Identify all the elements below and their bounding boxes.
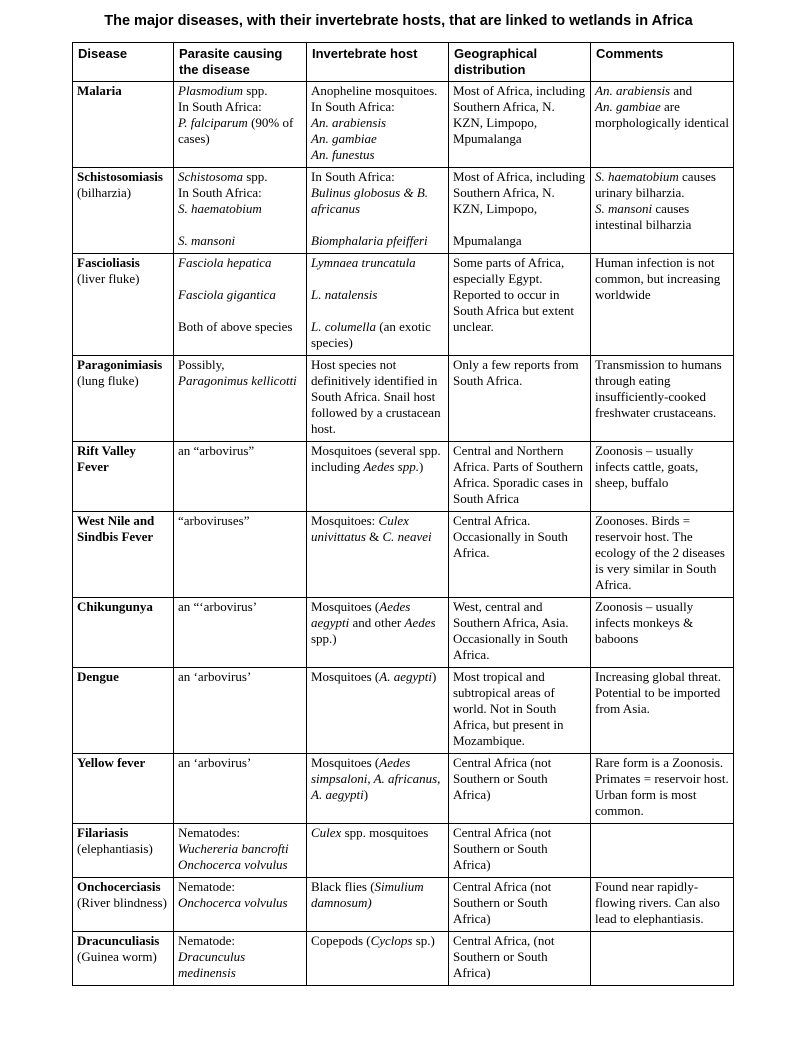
- disease-cell: [73, 598, 174, 668]
- comments-cell: [591, 668, 734, 754]
- italic-text: An. gambiae: [595, 99, 661, 114]
- disease-alt-name: (River blindness): [77, 895, 167, 910]
- host-cell: [307, 168, 449, 254]
- table-row: [73, 754, 734, 824]
- table-row: [73, 598, 734, 668]
- cell-line: [311, 217, 445, 233]
- table-row: [73, 168, 734, 254]
- cell-line: [178, 255, 303, 271]
- comments-cell: [591, 598, 734, 668]
- parasite-cell: [174, 356, 307, 442]
- cell-line: [178, 201, 303, 217]
- cell-line: [311, 115, 445, 131]
- parasite-cell: [174, 754, 307, 824]
- disease-cell: [73, 442, 174, 512]
- italic-text: Biomphalaria pfeifferi: [311, 233, 428, 248]
- header-disease: Disease: [73, 43, 174, 82]
- disease-name: Rift Valley Fever: [77, 443, 136, 474]
- cell-line: [178, 443, 303, 459]
- italic-text: Culex univittatus: [311, 513, 409, 544]
- disease-cell: [73, 668, 174, 754]
- parasite-cell: [174, 878, 307, 932]
- plain-text: an ‘arbovirus’: [178, 755, 252, 770]
- italic-text: Onchocerca volvulus: [178, 895, 288, 910]
- host-cell: [307, 824, 449, 878]
- cell-line: [178, 303, 303, 319]
- cell-line: [595, 99, 730, 131]
- plain-text: causes urinary bilharzia.: [595, 169, 716, 200]
- plain-text: Nematode:: [178, 933, 236, 948]
- cell-line: [311, 303, 445, 319]
- cell-line: [178, 513, 303, 529]
- cell-line: [311, 319, 445, 351]
- disease-alt-name: (Guinea worm): [77, 949, 157, 964]
- parasite-cell: [174, 168, 307, 254]
- plain-text: an ‘arbovirus’: [178, 669, 252, 684]
- plain-text: Found near rapidly-flowing rivers. Can also lead to elephantiasis.: [595, 879, 720, 926]
- italic-text: An. gambiae: [311, 131, 377, 146]
- cell-line: [311, 287, 445, 303]
- disease-name: Yellow fever: [77, 755, 146, 770]
- plain-text: In South Africa:: [178, 185, 262, 200]
- header-comments: Comments: [591, 43, 734, 82]
- disease-alt-name: (bilharzia): [77, 185, 132, 200]
- italic-text: Schistosoma: [178, 169, 243, 184]
- disease-name: Onchocerciasis: [77, 879, 161, 894]
- disease-alt-name: (elephantiasis): [77, 841, 153, 856]
- italic-text: Cyclops: [370, 933, 413, 948]
- italic-text: Lymnaea truncatula: [311, 255, 416, 270]
- italic-text: Plasmodium: [178, 83, 243, 98]
- disease-name: Fascioliasis: [77, 255, 140, 270]
- cell-line: [178, 185, 303, 201]
- cell-line: [178, 857, 303, 873]
- cell-line: [178, 879, 303, 895]
- cell-line: [311, 169, 445, 185]
- parasite-cell: [174, 668, 307, 754]
- italic-text: Aedes simpsaloni, A. africanus, A. aegypti: [311, 755, 441, 802]
- distribution-cell: Most of Africa, including Southern Africa, N. KZN, Limpopo, Mpumalanga: [449, 82, 591, 168]
- comments-cell: [591, 932, 734, 986]
- disease-name: Dengue: [77, 669, 119, 684]
- host-cell: [307, 668, 449, 754]
- distribution-cell: West, central and Southern Africa, Asia. Occasionally in South Africa.: [449, 598, 591, 668]
- italic-text: An. arabiensis: [595, 83, 671, 98]
- comments-cell: [591, 356, 734, 442]
- distribution-cell: Central and Northern Africa. Parts of Southern Africa. Sporadic cases in South Africa: [449, 442, 591, 512]
- plain-text: spp.: [243, 169, 268, 184]
- cell-line: [311, 271, 445, 287]
- cell-line: [178, 669, 303, 685]
- cell-line: [311, 255, 445, 271]
- disease-cell: [73, 82, 174, 168]
- comments-cell: [591, 82, 734, 168]
- disease-cell: [73, 168, 174, 254]
- parasite-cell: [174, 254, 307, 356]
- disease-cell: [73, 254, 174, 356]
- plain-text: Copepods (: [311, 933, 371, 948]
- plain-text: Zoonosis – usually infects monkeys & baboons: [595, 599, 694, 646]
- plain-text: ): [363, 787, 369, 802]
- italic-text: L. natalensis: [311, 287, 378, 302]
- cell-line: [178, 287, 303, 303]
- plain-text: and: [670, 83, 693, 98]
- plain-text: Black flies (: [311, 879, 375, 894]
- comments-cell: [591, 442, 734, 512]
- plain-text: Mosquitoes:: [311, 513, 379, 528]
- plain-text: Zoonosis – usually infects cattle, goats, sheep, buffalo: [595, 443, 699, 490]
- parasite-cell: [174, 932, 307, 986]
- italic-text: An. arabiensis: [311, 115, 387, 130]
- plain-text: ): [418, 459, 424, 474]
- diseases-table: [72, 42, 734, 986]
- distribution-cell: Central Africa, (not Southern or South Africa): [449, 932, 591, 986]
- disease-cell: [73, 356, 174, 442]
- parasite-cell: [174, 824, 307, 878]
- table-row: [73, 254, 734, 356]
- cell-line: [178, 115, 303, 147]
- disease-alt-name: (lung fluke): [77, 373, 139, 388]
- italic-text: Wuchereria bancrofti: [178, 841, 289, 856]
- cell-line: [595, 83, 730, 99]
- cell-line: [178, 357, 303, 373]
- cell-line: [178, 373, 303, 389]
- parasite-cell: [174, 598, 307, 668]
- parasite-cell: [174, 512, 307, 598]
- cell-line: [595, 169, 730, 201]
- plain-text: Nematode:: [178, 879, 236, 894]
- plain-text: Nematodes:: [178, 825, 241, 840]
- italic-text: P. falciparum: [178, 115, 248, 130]
- comments-cell: [591, 512, 734, 598]
- cell-line: [178, 895, 303, 911]
- italic-text: L. columella: [311, 319, 376, 334]
- italic-text: C. neavei: [382, 529, 432, 544]
- disease-name: Filariasis: [77, 825, 129, 840]
- italic-text: S. haematobium: [178, 201, 262, 216]
- italic-text: Bulinus globosus & B. africanus: [311, 185, 429, 216]
- host-cell: [307, 598, 449, 668]
- distribution-cell: Central Africa (not Southern or South Africa): [449, 824, 591, 878]
- table-row: [73, 82, 734, 168]
- host-cell: [307, 82, 449, 168]
- cell-line: [178, 319, 303, 335]
- plain-text: In South Africa:: [178, 99, 262, 114]
- plain-text: and other: [349, 615, 405, 630]
- host-cell: [307, 932, 449, 986]
- table-row: [73, 356, 734, 442]
- plain-text: Increasing global threat. Potential to be imported from Asia.: [595, 669, 721, 716]
- plain-text: Mosquitoes (several spp. including: [311, 443, 441, 474]
- plain-text: ): [431, 669, 437, 684]
- host-cell: [307, 878, 449, 932]
- plain-text: Mosquitoes (: [311, 599, 380, 614]
- plain-text: Rare form is a Zoonosis. Primates = reservoir host. Urban form is most common.: [595, 755, 729, 818]
- disease-name: Malaria: [77, 83, 122, 98]
- host-cell: [307, 512, 449, 598]
- cell-line: [311, 357, 445, 437]
- header-distribution: Geographical distribution: [449, 43, 591, 82]
- plain-text: &: [365, 529, 383, 544]
- distribution-cell: Central Africa (not Southern or South Africa): [449, 878, 591, 932]
- distribution-cell: Some parts of Africa, especially Egypt. Reported to occur in South Africa but extent unclear.: [449, 254, 591, 356]
- plain-text: (an exotic species): [311, 319, 431, 350]
- distribution-cell: Central Africa. Occasionally in South Africa.: [449, 512, 591, 598]
- cell-line: [178, 233, 303, 249]
- plain-text: Host species not definitively identified in South Africa. Snail host followed by a crustacean host.: [311, 357, 441, 436]
- cell-line: [178, 83, 303, 99]
- cell-line: [311, 233, 445, 249]
- plain-text: Mosquitoes (: [311, 669, 380, 684]
- italic-text: S. mansoni: [595, 201, 653, 216]
- plain-text: Transmission to humans through eating insufficiently-cooked freshwater crustaceans.: [595, 357, 722, 420]
- comments-cell: [591, 878, 734, 932]
- cell-line: [311, 131, 445, 147]
- plain-text: spp. mosquitoes: [341, 825, 429, 840]
- host-cell: [307, 754, 449, 824]
- cell-line: [178, 99, 303, 115]
- cell-line: [178, 949, 303, 981]
- disease-alt-name: (liver fluke): [77, 271, 140, 286]
- table-row: [73, 824, 734, 878]
- italic-text: Fasciola hepatica: [178, 255, 272, 270]
- cell-line: [178, 841, 303, 857]
- cell-line: [178, 933, 303, 949]
- plain-text: Human infection is not common, but increasing worldwide: [595, 255, 721, 302]
- header-host: Invertebrate host: [307, 43, 449, 82]
- distribution-cell: Most tropical and subtropical areas of world. Not in South Africa, but present in Mozambique.: [449, 668, 591, 754]
- comments-cell: [591, 168, 734, 254]
- cell-line: [178, 271, 303, 287]
- disease-name: Paragonimiasis: [77, 357, 163, 372]
- cell-line: [311, 147, 445, 163]
- parasite-cell: [174, 442, 307, 512]
- plain-text: an “‘arbovirus’: [178, 599, 258, 614]
- host-cell: [307, 254, 449, 356]
- plain-text: spp.: [243, 83, 268, 98]
- plain-text: (90% of cases): [178, 115, 294, 146]
- plain-text: are morphologically identical: [595, 99, 729, 130]
- italic-text: Aedes: [404, 615, 436, 630]
- italic-text: Fasciola gigantica: [178, 287, 276, 302]
- italic-text: Onchocerca volvulus: [178, 857, 288, 872]
- host-cell: [307, 442, 449, 512]
- italic-text: An. funestus: [311, 147, 375, 162]
- header-parasite: Parasite causing the disease: [174, 43, 307, 82]
- cell-line: [595, 201, 730, 233]
- plain-text: Possibly,: [178, 357, 225, 372]
- disease-cell: [73, 878, 174, 932]
- cell-line: [178, 169, 303, 185]
- italic-text: A. aegypti: [379, 669, 432, 684]
- plain-text: causes intestinal bilharzia: [595, 201, 692, 232]
- italic-text: Paragonimus kellicotti: [178, 373, 297, 388]
- distribution-cell: Only a few reports from South Africa.: [449, 356, 591, 442]
- cell-line: [311, 185, 445, 217]
- plain-text: Both of above species: [178, 319, 293, 334]
- comments-cell: [591, 754, 734, 824]
- table-row: [73, 668, 734, 754]
- table-row: [73, 878, 734, 932]
- host-cell: [307, 356, 449, 442]
- parasite-cell: [174, 82, 307, 168]
- cell-line: [178, 755, 303, 771]
- comments-cell: [591, 824, 734, 878]
- italic-text: Simulium damnosum): [311, 879, 424, 910]
- table-header-row: [73, 43, 734, 82]
- disease-name: West Nile and Sindbis Fever: [77, 513, 155, 544]
- italic-text: Aedes spp.: [363, 459, 419, 474]
- cell-line: [178, 825, 303, 841]
- plain-text: In South Africa:: [311, 169, 395, 184]
- disease-name: Chikungunya: [77, 599, 153, 614]
- distribution-cell: Most of Africa, including Southern Africa, N. KZN, Limpopo, Mpumalanga: [449, 168, 591, 254]
- cell-line: [178, 217, 303, 233]
- disease-name: Dracunculiasis: [77, 933, 160, 948]
- disease-name: Schistosomiasis: [77, 169, 163, 184]
- italic-text: S. haematobium: [595, 169, 679, 184]
- disease-cell: [73, 824, 174, 878]
- cell-line: [178, 599, 303, 615]
- italic-text: Culex: [311, 825, 342, 840]
- plain-text: sp.): [412, 933, 435, 948]
- table-row: [73, 932, 734, 986]
- plain-text: spp.): [311, 631, 337, 646]
- disease-cell: [73, 512, 174, 598]
- italic-text: S. mansoni: [178, 233, 236, 248]
- italic-text: Aedes aegypti: [311, 599, 411, 630]
- cell-line: [311, 99, 445, 115]
- table-row: [73, 512, 734, 598]
- plain-text: an “arbovirus”: [178, 443, 255, 458]
- comments-cell: [591, 254, 734, 356]
- cell-line: [311, 83, 445, 99]
- plain-text: Anopheline mosquitoes.: [311, 83, 438, 98]
- page-title: The major diseases, with their invertebrate hosts, that are linked to wetlands in Africa: [104, 13, 693, 29]
- disease-cell: [73, 754, 174, 824]
- plain-text: “arboviruses”: [178, 513, 250, 528]
- italic-text: Dracunculus medinensis: [178, 949, 246, 980]
- distribution-cell: Central Africa (not Southern or South Africa): [449, 754, 591, 824]
- table-row: [73, 442, 734, 512]
- plain-text: Mosquitoes (: [311, 755, 380, 770]
- plain-text: In South Africa:: [311, 99, 395, 114]
- plain-text: Zoonoses. Birds = reservoir host. The ecology of the 2 diseases is very similar in South Africa.: [595, 513, 725, 592]
- disease-cell: [73, 932, 174, 986]
